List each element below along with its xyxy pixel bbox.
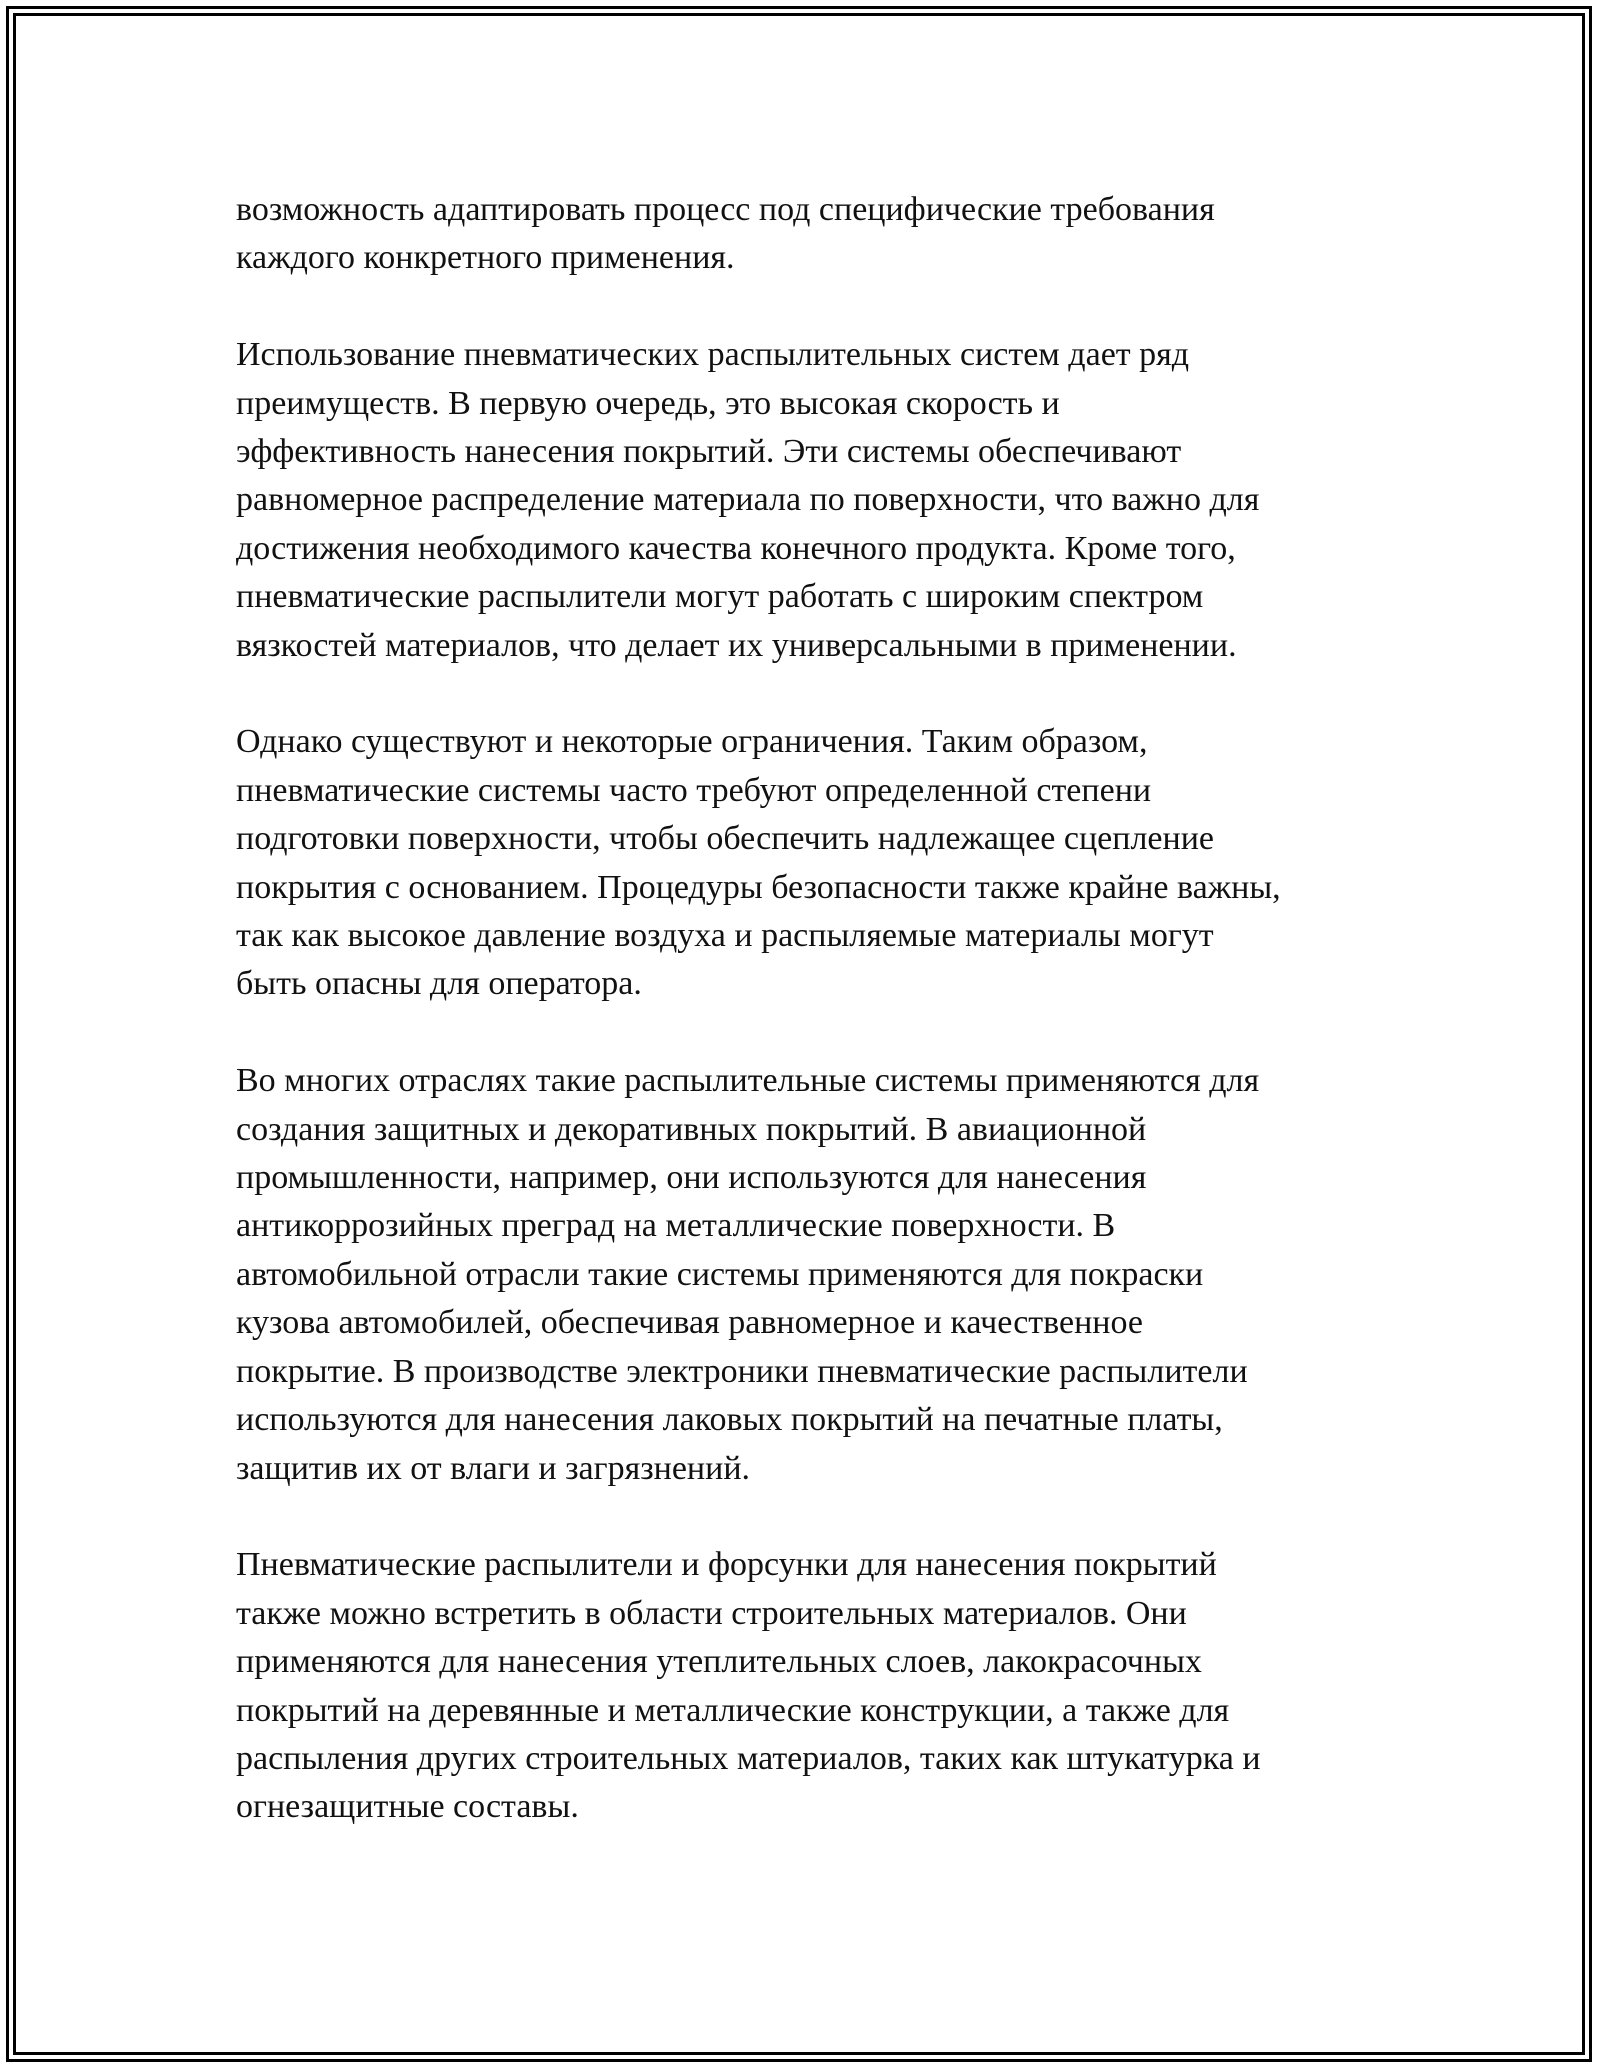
paragraph-4: Во многих отраслях такие распылительные системы применяются для создания защитных и декоративных покрытий. В авиационной промышленности, например, они используются для нанесения антикоррозийных преград на металлические поверхности. В автомобильной отрасли такие системы применяются для покраски кузова автомобилей, обеспечивая равномерное и качественное покрытие. В производстве электроники пневматические распылители используются для нанесения лаковых покрытий на печатные платы, защитив их от влаги и загрязнений. (236, 1062, 1260, 1487)
paragraph-1: возможность адаптировать процесс под специфические требования каждого конкретного применения. (236, 191, 1215, 277)
paragraph-2: Использование пневматических распылительных систем дает ряд преимуществ. В первую очередь, это высокая скорость и эффективность нанесения покрытий. Эти системы обеспечивают равномерное распределение материала по поверхности, что важно для достижения необходимого качества конечного продукта. Кроме того, пневматические распылители могут работать с широким спектром вязкостей материалов, что делает их универсальными в применении. (236, 336, 1260, 664)
paragraph-3: Однако существуют и некоторые ограничения. Таким образом, пневматические системы часто требуют определенной степени подготовки поверхности, чтобы обеспечить надлежащее сцепление покрытия с основанием. Процедуры безопасности также крайне важны, так как высокое давление воздуха и распыляемые материалы могут быть опасны для оператора. (236, 723, 1281, 1003)
document-body (236, 186, 1376, 1832)
paragraph-5: Пневматические распылители и форсунки для нанесения покрытий также можно встретить в области строительных материалов. Они применяются для нанесения утеплительных слоев, лакокрасочных покрытий на деревянные и металлические конструкции, а также для распыления других строительных материалов, таких как штукатурка и огнезащитные составы. (236, 1546, 1261, 1826)
